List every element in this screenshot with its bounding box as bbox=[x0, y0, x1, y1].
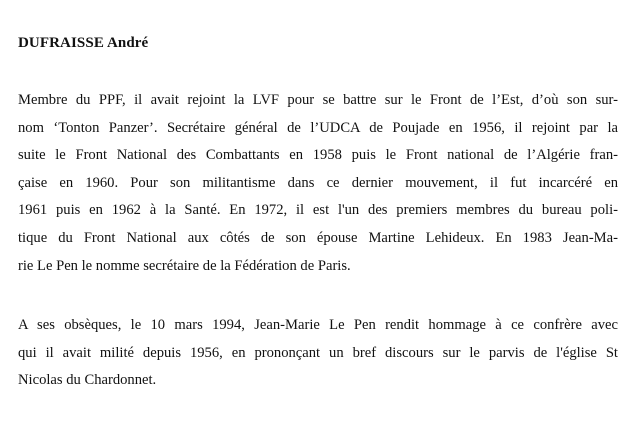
text-line: nom ‘Tonton Panzer’. Secrétaire général de l’UDCA de Poujade en 1956, il rejoint par la bbox=[18, 119, 618, 136]
text-line: A ses obsèques, le 10 mars 1994, Jean-Marie Le Pen rendit hommage à ce confrère avec bbox=[18, 317, 618, 333]
text-line: Nicolas du Chardonnet. bbox=[18, 372, 157, 389]
entry-heading: DUFRAISSE André bbox=[18, 35, 149, 51]
text-line: rie Le Pen le nomme secrétaire de la Fédération de Paris. bbox=[18, 257, 351, 274]
text-line: 1961 puis en 1962 à la Santé. En 1972, il est l'un des premiers membres du bureau poli- bbox=[18, 202, 618, 219]
text-line: Membre du PPF, il avait rejoint la LVF pour se battre sur le Front de l’Est, d’où son sur- bbox=[18, 92, 618, 108]
text-line: qui il avait milité depuis 1956, en prononçant un bref discours sur le parvis de l'église St bbox=[18, 344, 618, 361]
paragraph-funeral bbox=[18, 312, 618, 395]
text-line: suite le Front National des Combattants en 1958 puis le Front national de l’Algérie fran- bbox=[18, 147, 618, 164]
text-line: tique du Front National aux côtés de son épouse Martine Lehideux. En 1983 Jean-Ma- bbox=[18, 229, 618, 246]
paragraph-biography bbox=[18, 87, 618, 280]
text-line: çaise en 1960. Pour son militantisme dans ce dernier mouvement, il fut incarcéré en bbox=[18, 174, 618, 191]
